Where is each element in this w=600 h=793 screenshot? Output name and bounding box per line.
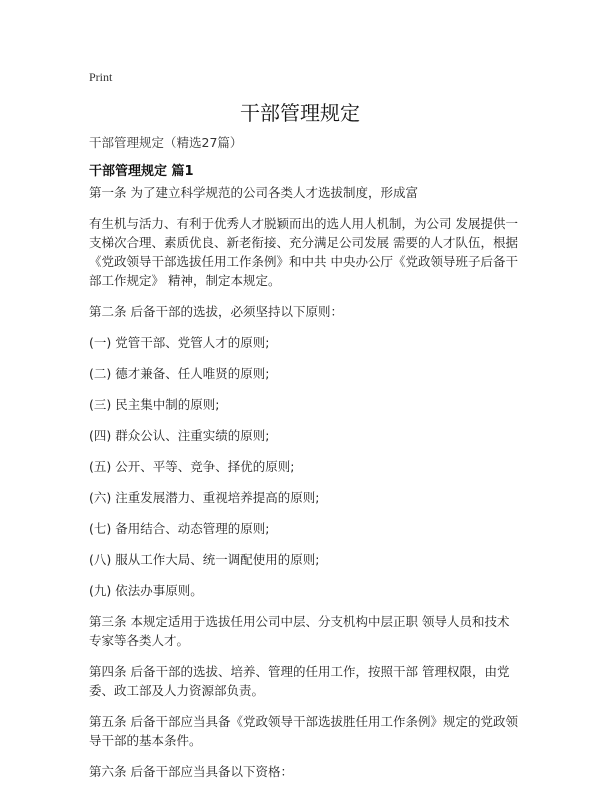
paragraph-article-5: 第五条 后备干部应当具备《党政领导干部选拔胜任用工作条例》规定的党政领导干部的基本条件。 <box>89 714 518 748</box>
print-link[interactable]: Print <box>89 70 113 84</box>
principle-item: (八) 服从工作大局、统一调配使用的原则; <box>89 552 320 567</box>
principle-item: (二) 德才兼备、任人唯贤的原则; <box>89 366 270 381</box>
principle-item: (五) 公开、平等、竞争、择优的原则; <box>89 459 295 474</box>
document-body <box>89 183 521 793</box>
principle-item: (六) 注重发展潜力、重视培养提高的原则; <box>89 490 320 505</box>
paragraph-article-2: 第二条 后备干部的选拔，必须坚持以下原则： <box>89 304 343 319</box>
section-heading: 干部管理规定 篇1 <box>89 164 194 179</box>
paragraph-article-3: 第三条 本规定适用于选拔任用公司中层、分支机构中层正职 领导人员和技术专家等各类人才。 <box>89 614 510 648</box>
principle-item: (三) 民主集中制的原则; <box>89 397 220 412</box>
paragraph-article-1: 第一条 为了建立科学规范的公司各类人才选拔制度，形成富 <box>89 185 418 200</box>
document-subtitle: 干部管理规定（精选27篇） <box>89 135 243 150</box>
paragraph-article-4: 第四条 后备干部的选拔、培养、管理的任用工作，按照干部 管理权限，由党委、政工部及人力资源部负责。 <box>89 664 510 698</box>
principle-item: (七) 备用结合、动态管理的原则; <box>89 521 270 536</box>
principle-item: (一) 党管干部、党管人才的原则; <box>89 335 270 350</box>
principle-item: (四) 群众公认、注重实绩的原则; <box>89 428 270 443</box>
paragraph-article-6: 第六条 后备干部应当具备以下资格： <box>89 764 293 779</box>
principle-item: (九) 依法办事原则。 <box>89 583 203 598</box>
page-title: 干部管理规定 <box>240 101 360 125</box>
paragraph-article-1-cont: 有生机与活力、有利于优秀人才脱颖而出的选人用人机制，为公司 发展提供一支梯次合理、素质优良、新老衔接、充分满足公司发展 需要的人才队伍，根据《党政领导干部选拔任用工作条例》和中共 中央办公厅《党政领导班子后备干部工作规定》 精神，制定本规定。 <box>89 216 518 288</box>
